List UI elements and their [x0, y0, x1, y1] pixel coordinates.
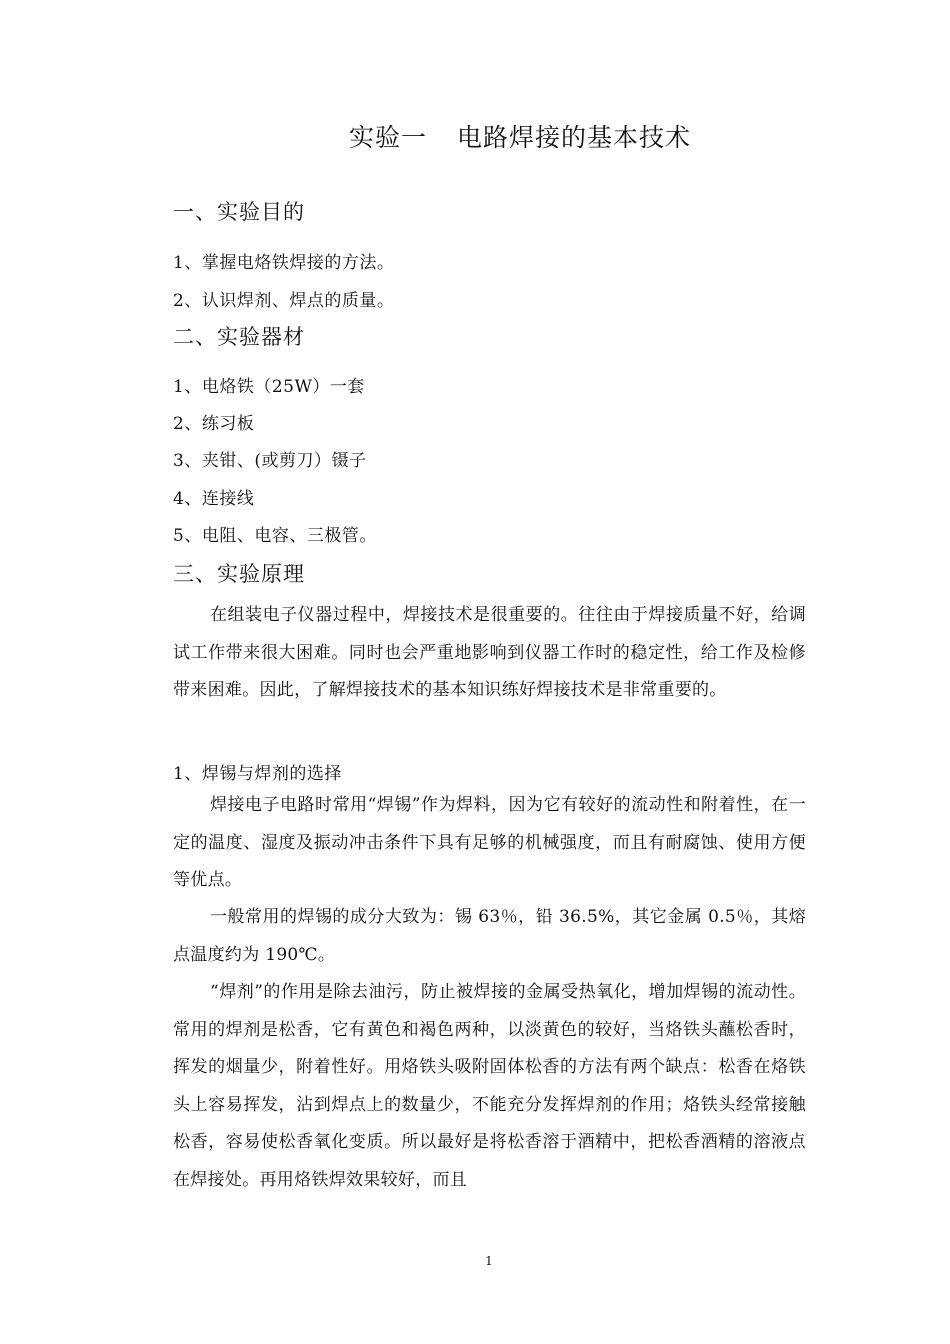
- paragraph: 在组装电子仪器过程中，焊接技术是很重要的。往往由于焊接质量不好，给调试工作带来很大困难。同时也会严重地影响到仪器工作时的稳定性，给工作及检修带来困难。因此，了解焊接技术的基本知识练好焊接技术是非常重要的。: [173, 605, 806, 700]
- list-item: 1、掌握电烙铁焊接的方法。: [173, 253, 395, 273]
- page-number: 1: [485, 1254, 493, 1268]
- list-item: 2、练习板: [173, 414, 255, 434]
- section-heading-equipment: 二、实验器材: [173, 325, 305, 349]
- page-title: [0, 118, 950, 154]
- paragraph: 焊接电子电路时常用“焊锡”作为焊料，因为它有较好的流动性和附着性，在一定的温度、湿度及振动冲击条件下具有足够的机械强度，而且有耐腐蚀、使用方便等优点。: [173, 795, 806, 890]
- section-heading-purpose: 一、实验目的: [173, 200, 305, 224]
- subheading-solder-flux: 1、焊锡与焊剂的选择: [173, 764, 342, 784]
- list-item: 5、电阻、电容、三极管。: [173, 526, 377, 546]
- list-item: 4、连接线: [173, 489, 255, 509]
- list-item: 3、夹钳、(或剪刀）镊子: [173, 451, 367, 471]
- paragraph: “焊剂”的作用是除去油污，防止被焊接的金属受热氧化，增加焊锡的流动性。常用的焊剂是松香，它有黄色和褐色两种，以淡黄色的较好，当烙铁头蘸松香时，挥发的烟量少，附着性好。用烙铁头吸附固体松香的方法有两个缺点：松香在烙铁头上容易挥发，沾到焊点上的数量少，不能充分发挥焊剂的作用；烙铁头经常接触松香，容易使松香氧化变质。所以最好是将松香溶于酒精中，把松香酒精的溶液点在焊接处。再用烙铁焊效果较好，而且: [173, 982, 806, 1190]
- list-item: 2、认识焊剂、焊点的质量。: [173, 291, 395, 311]
- section-heading-principle: 三、实验原理: [173, 562, 305, 586]
- paragraph: 一般常用的焊锡的成分大致为：锡 63％，铅 36.5%，其它金属 0.5％，其熔点温度约为 190℃。: [173, 907, 806, 965]
- list-item: 1、电烙铁（25W）一套: [173, 377, 365, 397]
- title-part2: 电路焊接的基本技术: [457, 123, 692, 152]
- title-part1: 实验一: [348, 123, 427, 152]
